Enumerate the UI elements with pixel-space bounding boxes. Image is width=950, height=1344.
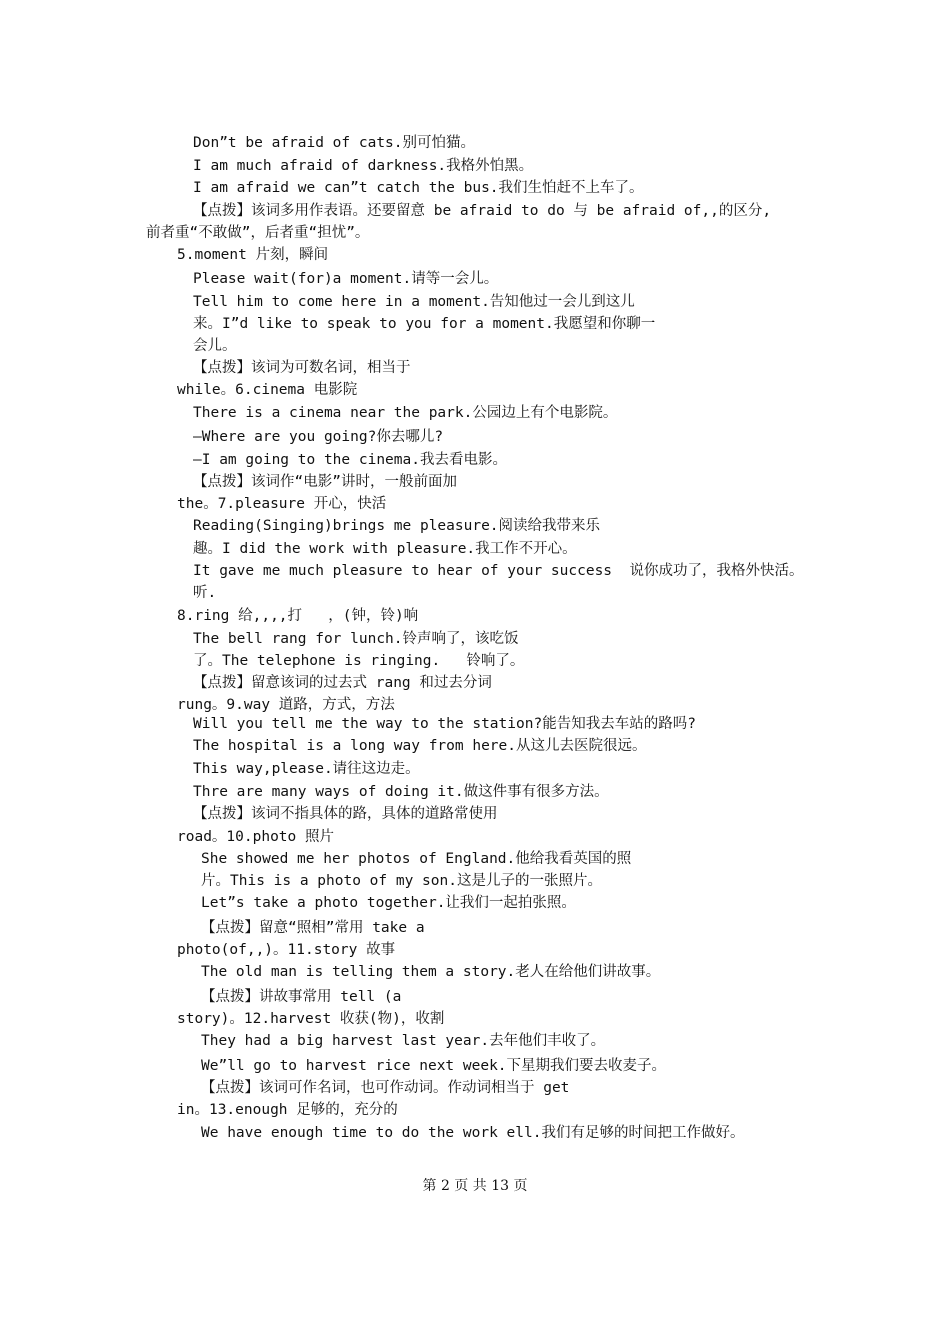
text-line: —I am going to the cinema.我去看电影。 <box>193 452 507 468</box>
text-line: 前者重“不敢做”，后者重“担忧”。 <box>146 225 370 241</box>
page-footer: 第 2 页 共 13 页 <box>422 1178 528 1194</box>
vocab-heading: the。7.pleasure 开心，快活 <box>177 496 387 512</box>
vocab-heading: story)。12.harvest 收获(物)，收割 <box>177 1011 445 1027</box>
tip-line: 【点拨】该词可作名词，也可作动词。作动词相当于 get <box>201 1080 570 1096</box>
vocab-heading: while。6.cinema 电影院 <box>177 382 358 398</box>
vocab-heading: 8.ring 给,,,,打 ，(钟，铃)响 <box>177 608 419 624</box>
text-line: Thre are many ways of doing it.做这件事有很多方法。 <box>193 784 609 800</box>
text-line: The old man is telling them a story.老人在给他们讲故事。 <box>201 964 661 980</box>
tip-line: 【点拨】该词多用作表语。还要留意 be afraid to do 与 be afraid of,,的区分, <box>193 203 772 219</box>
text-line: Tell him to come here in a moment.告知他过一会儿到这儿 <box>193 294 635 310</box>
tip-line: 【点拨】留意“照相”常用 take a <box>201 920 425 936</box>
text-line: 片。This is a photo of my son.这是儿子的一张照片。 <box>201 873 602 889</box>
text-line: There is a cinema near the park.公园边上有个电影院。 <box>193 405 618 421</box>
text-line: Please wait(for)a moment.请等一会儿。 <box>193 271 499 287</box>
text-line: Reading(Singing)brings me pleasure.阅读给我带来乐 <box>193 518 601 534</box>
text-line: We have enough time to do the work ell.我们有足够的时间把工作做好。 <box>201 1125 745 1141</box>
text-line: I am afraid we can”t catch the bus.我们生怕赶不上车了。 <box>193 180 644 196</box>
text-line: It gave me much pleasure to hear of your success 说你成功了，我格外快活。 <box>193 563 804 579</box>
text-line: Let”s take a photo together.让我们一起拍张照。 <box>201 895 576 911</box>
text-line: They had a big harvest last year.去年他们丰收了。 <box>201 1033 606 1049</box>
text-line: The hospital is a long way from here.从这儿去医院很远。 <box>193 738 647 754</box>
text-line: She showed me her photos of England.他给我看英国的照 <box>201 851 632 867</box>
tip-line: 【点拨】该词作“电影”讲时，一般前面加 <box>193 474 457 490</box>
tip-line: 【点拨】该词不指具体的路，具体的道路常使用 <box>193 806 498 822</box>
vocab-heading: rung。9.way 道路，方式，方法 <box>177 697 395 713</box>
text-line: 了。The telephone is ringing. 铃响了。 <box>193 653 525 669</box>
vocab-heading: road。10.photo 照片 <box>177 829 334 845</box>
vocab-heading: photo(of,,)。11.story 故事 <box>177 942 396 958</box>
tip-line: 【点拨】留意该词的过去式 rang 和过去分词 <box>193 675 492 691</box>
text-line: 听. <box>193 585 217 601</box>
text-line: 来。I”d like to speak to you for a moment.我愿望和你聊一 <box>193 316 656 332</box>
tip-line: 【点拨】讲故事常用 tell (a <box>201 989 402 1005</box>
text-line: —Where are you going?你去哪儿? <box>193 429 444 445</box>
text-line: The bell rang for lunch.铃声响了，该吃饭 <box>193 631 519 647</box>
text-line: 趣。I did the work with pleasure.我工作不开心。 <box>193 541 577 557</box>
text-line: We”ll go to harvest rice next week.下星期我们要去收麦子。 <box>201 1058 667 1074</box>
tip-line: 【点拨】该词为可数名词，相当于 <box>193 360 411 376</box>
text-line: Will you tell me the way to the station?能告知我去车站的路吗? <box>193 716 696 732</box>
text-line: This way,please.请往这边走。 <box>193 761 420 777</box>
vocab-heading: in。13.enough 足够的，充分的 <box>177 1102 398 1118</box>
text-line: Don”t be afraid of cats.别可怕猫。 <box>193 135 476 151</box>
text-line: I am much afraid of darkness.我格外怕黑。 <box>193 158 534 174</box>
text-line: 会儿。 <box>193 338 237 354</box>
vocab-heading: 5.moment 片刻，瞬间 <box>177 247 329 263</box>
